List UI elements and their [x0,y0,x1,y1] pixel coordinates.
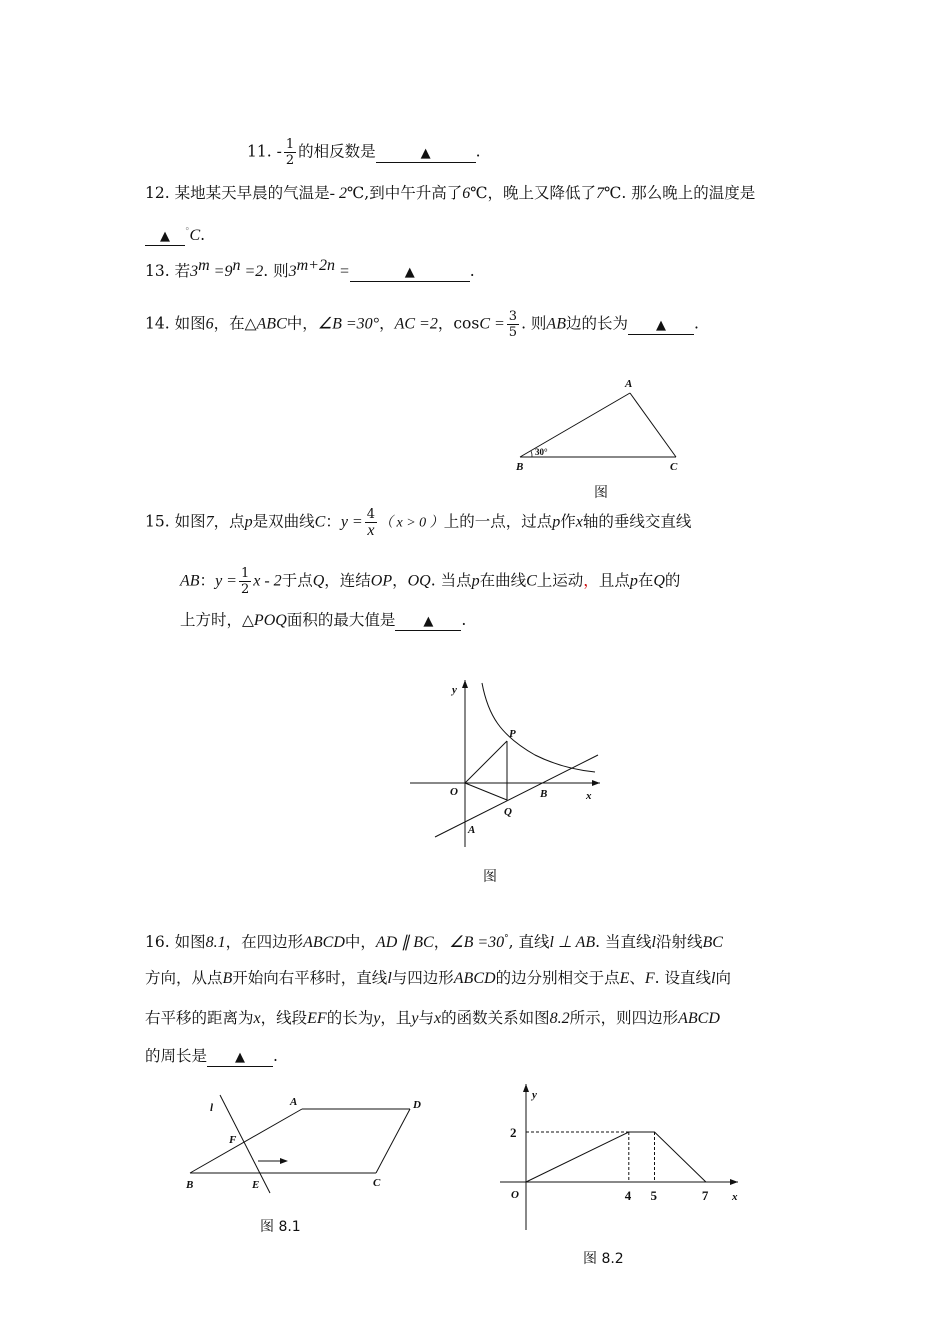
question-12-line-1: 12. 某地某天早晨的气温是- 2℃,到中午升高了6℃，晚上又降低了7℃. 那么晚上的温度是 [145,184,756,202]
label-b: B [516,461,524,473]
question-number: 11. [247,142,272,161]
svg-text:P: P [509,728,516,740]
question-number: 13. [145,262,170,281]
question-14: 14. 如图6，在△ABC中，∠B =30°，AC =2，cosC = $\frac{3}{5}$ . 则AB边的长为 ▲ . [145,309,699,340]
svg-text:D: D [413,1099,421,1111]
answer-blank[interactable]: ▲ [350,263,470,282]
answer-blank[interactable]: ▲ [145,227,185,246]
origin-label: O [511,1189,519,1201]
answer-blank[interactable]: ▲ [376,144,476,163]
function-graph [480,1078,740,1238]
hyperbola-figure [410,675,610,850]
question-number: 16. [145,933,170,952]
figure-7-caption: 图 [483,869,497,885]
question-16-line-2: 方向，从点B开始向右平移时，直线l与四边形ABCD的边分别相交于点E、F. 设直线l向 [145,969,731,987]
quadrilateral-figure [182,1093,422,1203]
question-16-line-4: 的周长是 ▲ . [145,1047,278,1065]
question-16-line-3: 右平移的距离为x，线段EF的长为y，且y与x的函数关系如图8.2所示，则四边形ABCD [145,1009,720,1027]
svg-text:O: O [450,786,458,798]
answer-blank[interactable]: ▲ [207,1048,273,1067]
svg-text:F: F [229,1134,237,1146]
question-number: 15. [145,512,170,531]
question-15-line-2: AB：y = $\frac{1}{2}$ x - 2于点Q，连结OP，OQ. 当点p在曲线C上运动，且点p在Q的 [180,566,681,597]
x-tick-label-4: 4 [624,1188,632,1203]
answer-blank[interactable]: ▲ [395,612,461,631]
angle-label: 30° [535,447,548,457]
svg-text:A: A [290,1096,298,1108]
figure-8-1-caption: 图 8.1 [260,1219,301,1235]
answer-blank[interactable]: ▲ [628,316,694,335]
question-15-line-3: 上方时，△POQ面积的最大值是 ▲ . [180,611,467,629]
figure-6-caption: 图 [594,485,608,501]
svg-text:y: y [452,684,457,696]
fraction: $\frac{3}{5}$ [508,309,518,340]
question-12-line-2: ▲ °C. [145,222,205,246]
figure-8-2-caption: 图 8.2 [583,1251,624,1267]
question-number: 14. [145,314,170,333]
fraction: $\frac{1}{2}$ [240,566,250,597]
label-c: C [670,461,678,473]
question-15-line-1: 15. 如图7，点p是双曲线C：y = $\frac{4}{x}$ （ x > 0 ）上的一点，过点p作x轴的垂线交直线 [145,507,692,539]
series-line [526,1132,706,1182]
question-11: 11. - $\frac{1}{2}$ 的相反数是 ▲ . [247,137,481,168]
x-tick-label-5: 5 [650,1188,657,1203]
x-axis-label: x [732,1191,738,1203]
svg-text:l: l [210,1102,214,1114]
question-16-line-1: 16. 如图8.1，在四边形ABCD中，AD ∥ BC，∠B =30°, 直线l ⊥ AB. 当直线l沿射线BC [145,933,723,952]
x-axis-arrow [730,1179,738,1185]
fraction: $\frac{1}{2}$ [285,137,295,168]
svg-text:C: C [373,1177,381,1189]
y-axis-label: y [532,1089,537,1101]
fraction: $\frac{4}{x}$ [366,507,376,539]
x-tick-label-7: 7 [701,1188,709,1203]
label-a: A [625,378,633,390]
svg-text:E: E [252,1179,260,1191]
svg-text:B: B [540,788,548,800]
svg-text:A: A [468,824,476,836]
svg-text:B: B [186,1179,194,1191]
question-number: 12. [145,184,170,202]
y-axis-arrow [523,1084,529,1092]
svg-text:Q: Q [504,806,512,818]
svg-text:x: x [586,790,592,802]
y-tick-label-2: 2 [510,1125,517,1140]
question-13: 13. 若$3^m =9^n =2$. 则$3^{m+2n}$ = ▲ . [145,257,475,281]
triangle-figure [510,375,710,475]
